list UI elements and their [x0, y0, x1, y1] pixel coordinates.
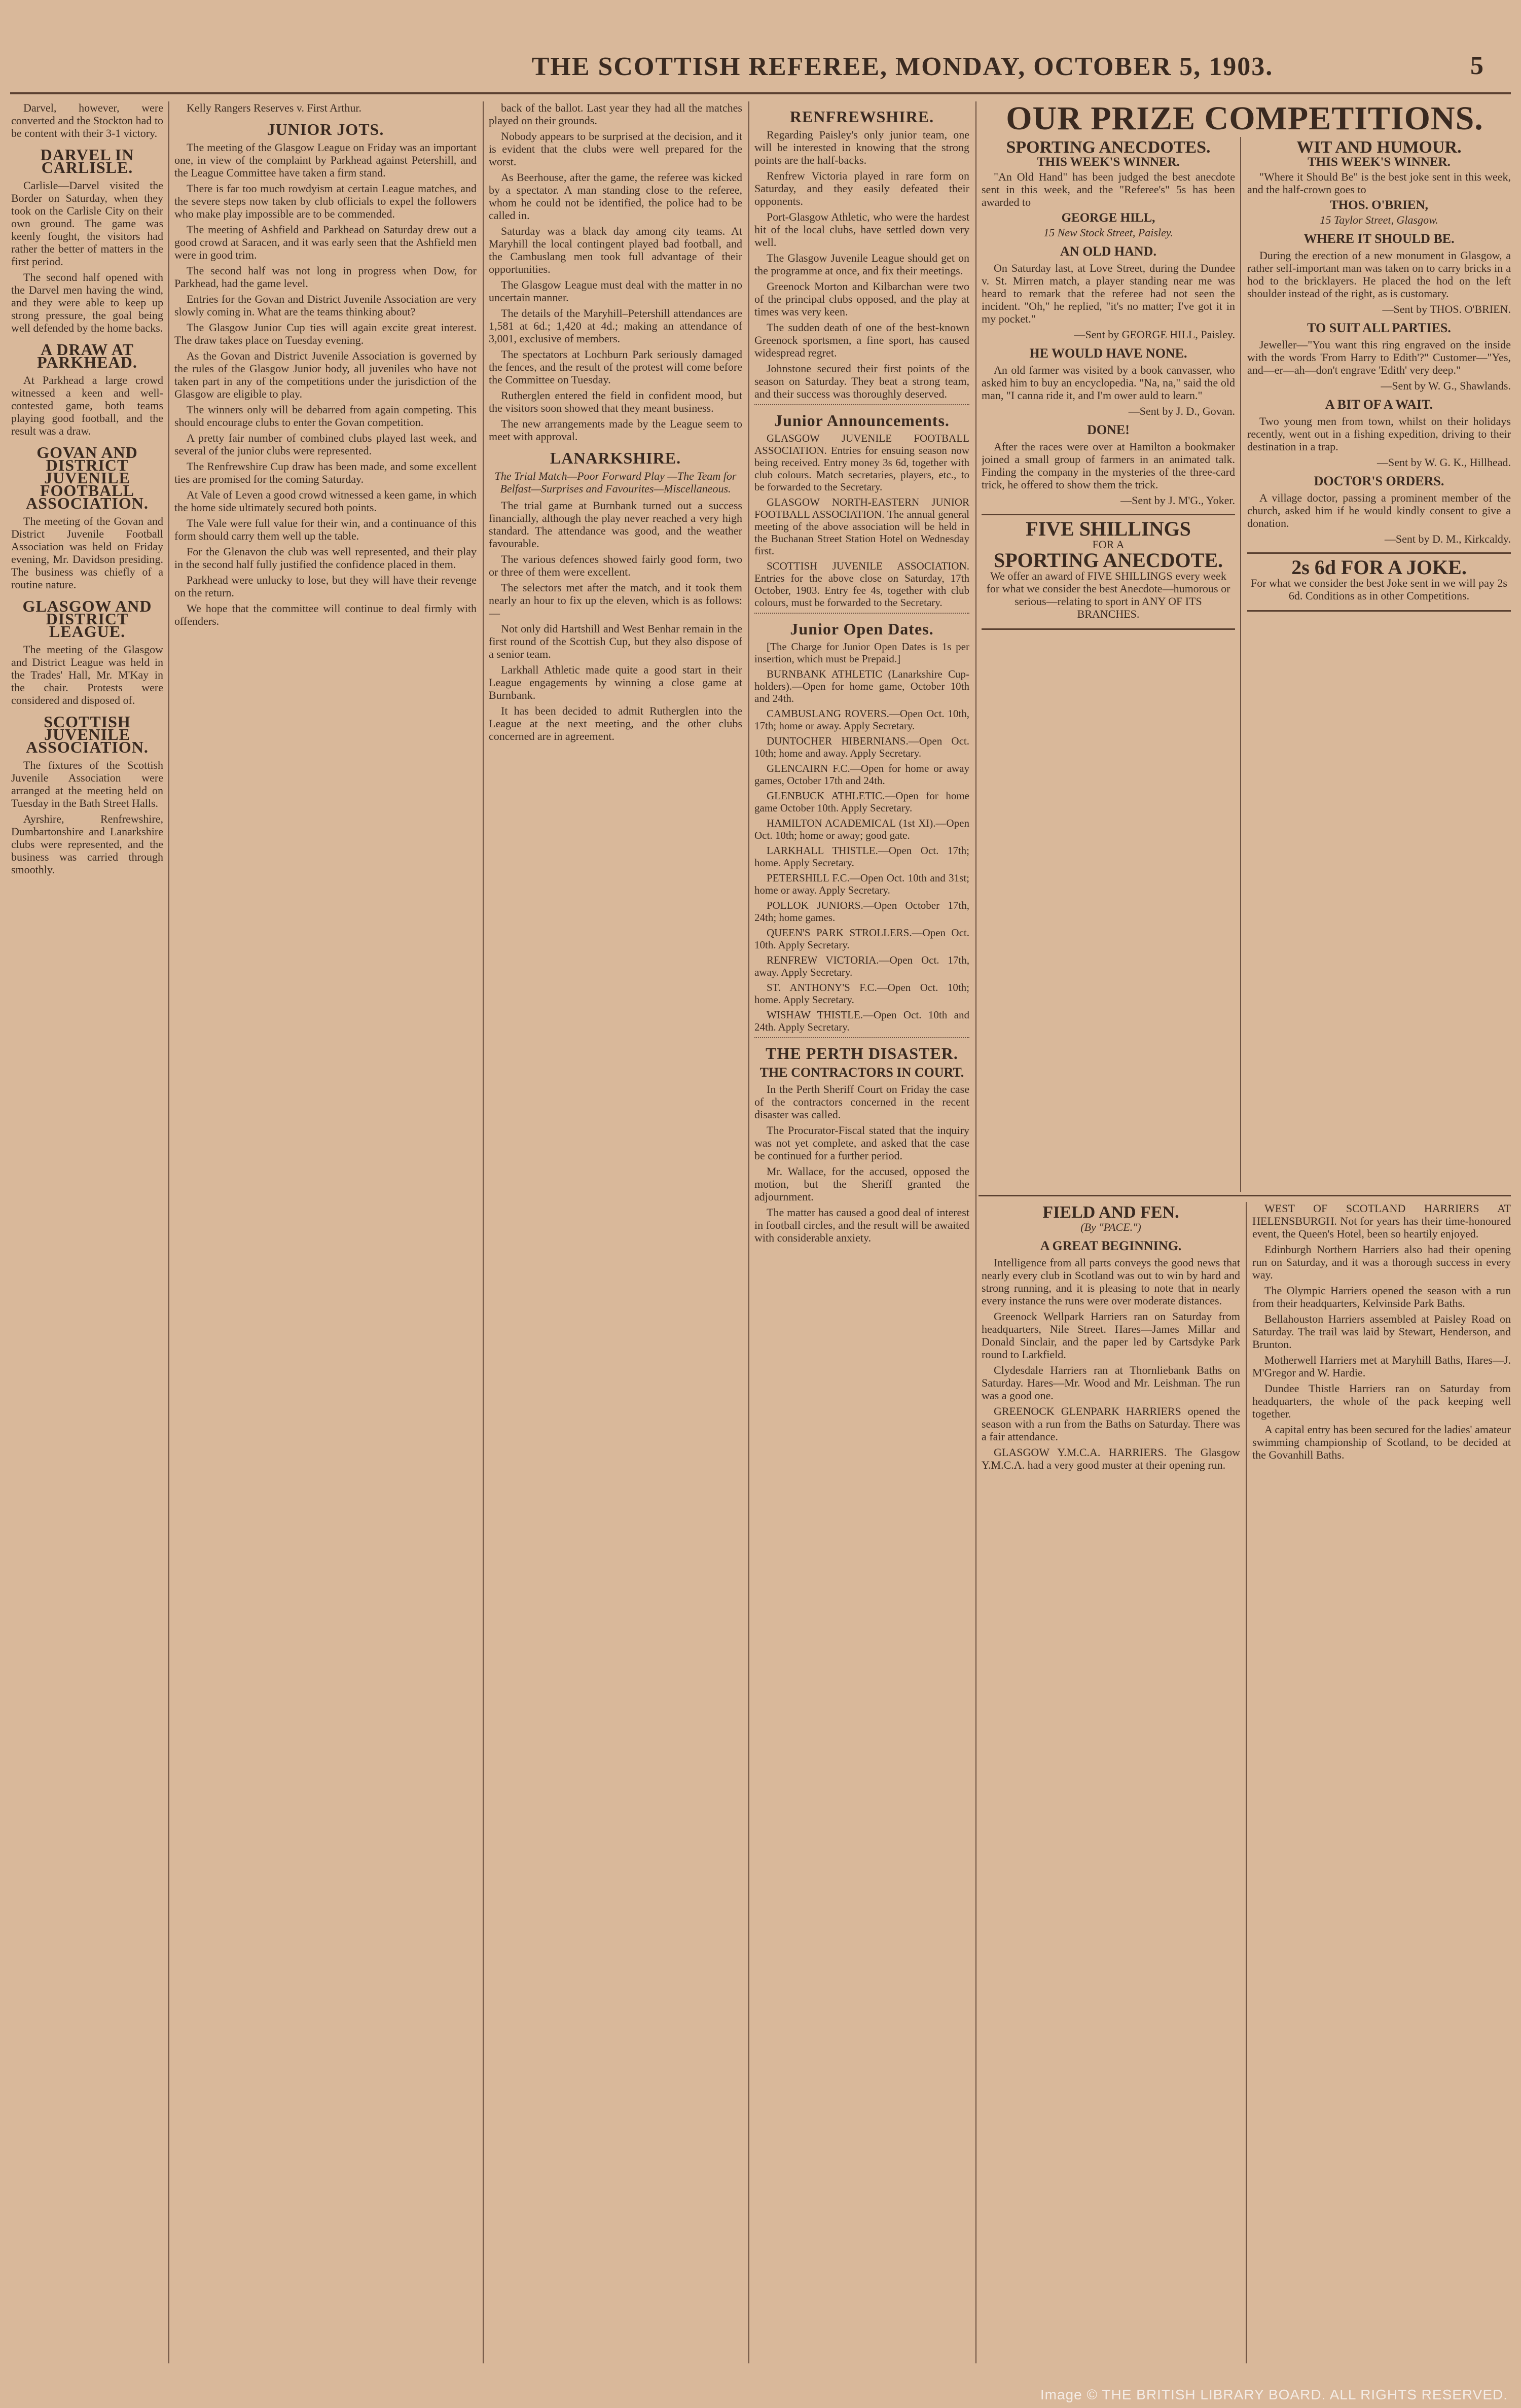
paragraph: back of the ballot. Last year they had all the matches played on their grounds. — [489, 101, 742, 127]
paragraph: A village doctor, passing a prominent member of the church, asked him if he would kindly consent to give a donation. — [1247, 491, 1511, 529]
advert-line: FIVE SHILLINGS — [1026, 517, 1191, 540]
winner-heading: THIS WEEK'S WINNER. — [1037, 155, 1180, 169]
paragraph: As the Govan and District Juvenile Association is governed by the rules of the Glasgow Junior body, all juveniles who have not taken part in any of the competitions under the jurisdiction of the Glasgow are eligible to play. — [174, 349, 477, 400]
advert-line: 2s 6d FOR A JOKE. — [1291, 556, 1467, 579]
section-subheading: The Trial Match—Poor Forward Play —The Team for Belfast—Surprises and Favourites—Miscellaneous. — [494, 470, 737, 495]
open-date-listing: WISHAW THISTLE.—Open Oct. 10th and 24th. Apply Secretary. — [754, 1009, 969, 1033]
section-heading: GOVAN AND DISTRICT JUVENILE FOOTBALL ASSOCIATION. — [26, 443, 149, 512]
section-subheading: THE CONTRACTORS IN COURT. — [759, 1065, 964, 1080]
joke-advert — [1247, 552, 1511, 612]
paragraph: As Beerhouse, after the game, the referee was kicked by a spectator. A man standing close to the referee, whom he could not be identified, the police had to be called in. — [489, 171, 742, 222]
copyright-notice: Image © THE BRITISH LIBRARY BOARD. ALL RIGHTS RESERVED. — [1040, 2387, 1508, 2402]
paragraph: "An Old Hand" has been judged the best anecdote sent in this week, and the "Referee's" 5s has been awarded to — [982, 170, 1235, 208]
paragraph: The Glasgow Junior Cup ties will again excite great interest. The draw takes place on Tuesday evening. — [174, 321, 477, 346]
signature: —Sent by W. G., Shawlands. — [1381, 379, 1511, 392]
paragraph: "Where it Should Be" is the best joke sent in this week, and the half-crown goes to — [1247, 170, 1511, 196]
paragraph: There is far too much rowdyism at certain League matches, and the severe steps now taken by club officials to expel the followers who make play impossible are to be commended. — [174, 182, 477, 220]
open-date-listing: GLENBUCK ATHLETIC.—Open for home game October 10th. Apply Secretary. — [754, 790, 969, 814]
advert-line: SPORTING ANECDOTE. — [993, 549, 1223, 572]
signature: —Sent by W. G. K., Hillhead. — [1377, 456, 1511, 469]
section-heading: JUNIOR JOTS. — [267, 120, 384, 138]
paragraph: Not only did Hartshill and West Benhar remain in the first round of the Scottish Cup, but they also dispose of a senior team. — [489, 622, 742, 660]
column-4 — [754, 101, 969, 2363]
five-shillings-advert — [982, 514, 1235, 630]
paragraph: It has been decided to admit Rutherglen into the League at the next meeting, and the other clubs concerned are in agreement. — [489, 704, 742, 742]
section-heading: FIELD AND FEN. — [1042, 1203, 1179, 1222]
paragraph: The second half was not long in progress when Dow, for Parkhead, had the game level. — [174, 264, 477, 290]
signature: —Sent by D. M., Kirkcaldy. — [1384, 533, 1511, 545]
section-heading: DARVEL IN CARLISLE. — [40, 146, 134, 176]
paragraph: The details of the Maryhill–Petershill attendances are 1,581 at 6d.; 1,420 at 4d.; making an attendance of 3,001, exclusive of members. — [489, 307, 742, 345]
byline: (By "PACE.") — [1080, 1221, 1141, 1233]
signature: —Sent by J. M'G., Yoker. — [1120, 494, 1235, 507]
column-2 — [174, 101, 477, 2363]
paragraph: The selectors met after the match, and it took them nearly an hour to fix up the eleven, which is as follows:— — [489, 581, 742, 619]
paragraph: For the Glenavon the club was well represented, and their play in the second half fully justified the confidence placed in them. — [174, 545, 477, 571]
wit-and-humour-column — [1247, 137, 1511, 1192]
paragraph: The Glasgow Juvenile League should get on the programme at once, and fix their meetings. — [754, 252, 969, 277]
paragraph: The spectators at Lochburn Park seriously damaged the fences, and the result of the protest will come before the Committee on Tuesday. — [489, 348, 742, 386]
section-heading: SPORTING ANECDOTES. — [1006, 138, 1211, 157]
winner-address: 15 New Stock Street, Paisley. — [1043, 226, 1173, 239]
paragraph: Renfrew Victoria played in rare form on Saturday, and they easily defeated their opponents. — [754, 169, 969, 207]
paragraph: The Olympic Harriers opened the season with a run from their headquarters, Kelvinside Park Baths. — [1252, 1284, 1511, 1309]
anecdote-title: AN OLD HAND. — [1060, 244, 1156, 259]
open-date-listing: [The Charge for Junior Open Dates is 1s per insertion, which must be Prepaid.] — [754, 641, 969, 665]
paragraph: The trial game at Burnbank turned out a success financially, although the play never reached a very high standard. The attendance was good, and the weather favourable. — [489, 499, 742, 550]
paragraph: Parkhead were unlucky to lose, but they will have their revenge on the return. — [174, 574, 477, 599]
open-date-listing: PETERSHILL F.C.—Open Oct. 10th and 31st; home or away. Apply Secretary. — [754, 872, 969, 896]
winner-name: THOS. O'BRIEN, — [1330, 198, 1428, 212]
masthead-title: THE SCOTTISH REFEREE, MONDAY, OCTOBER 5, 1903. — [531, 52, 1274, 81]
section-rule — [979, 1195, 1511, 1196]
paragraph: Clydesdale Harriers ran at Thornliebank Baths on Saturday. Hares—Mr. Wood and Mr. Leishman. The run was a good one. — [982, 1364, 1240, 1402]
paragraph: The meeting of Ashfield and Parkhead on Saturday drew out a good crowd at Saracen, and it was early seen that the Ashfield men were in good trim. — [174, 223, 477, 261]
section-subheading: A GREAT BEGINNING. — [1040, 1238, 1182, 1253]
paragraph: Saturday was a black day among city teams. At Maryhill the local contingent played bad football, and the Cambuslang men took full advantage of their opportunities. — [489, 225, 742, 275]
paragraph: The matter has caused a good deal of interest in football circles, and the result will be awaited with considerable anxiety. — [754, 1206, 969, 1244]
joke-title: A BIT OF A WAIT. — [1325, 397, 1433, 412]
paragraph: At Parkhead a large crowd witnessed a keen and well-contested game, both teams playing good football, and the result was a draw. — [11, 374, 163, 437]
paragraph: Nobody appears to be surprised at the decision, and it is evident that the clubs were well prepared for the worst. — [489, 130, 742, 168]
open-date-listing: RENFREW VICTORIA.—Open Oct. 17th, away. Apply Secretary. — [754, 954, 969, 978]
paragraph: The various defences showed fairly good form, two or three of them were excellent. — [489, 553, 742, 578]
paragraph: Dundee Thistle Harriers ran on Saturday from headquarters, the whole of the pack keeping well together. — [1252, 1382, 1511, 1420]
open-date-listing: GLENCAIRN F.C.—Open for home or away games, October 17th and 24th. — [754, 762, 969, 787]
paragraph: The fixtures of the Scottish Juvenile Association were arranged at the meeting held on Tuesday in the Bath Street Halls. — [11, 759, 163, 809]
open-date-listing: BURNBANK ATHLETIC (Lanarkshire Cup-holders).—Open for home game, October 10th and 24th. — [754, 668, 969, 704]
column-divider — [168, 101, 169, 2363]
open-date-listing: ST. ANTHONY'S F.C.—Open Oct. 10th; home. Apply Secretary. — [754, 981, 969, 1006]
joke-title: TO SUIT ALL PARTIES. — [1307, 321, 1451, 335]
paragraph: An old farmer was visited by a book canvasser, who asked him to buy an encyclopedia. "Na, na," said the old man, "I canna ride it, and I'm ower auld to learn." — [982, 364, 1235, 402]
joke-title: WHERE IT SHOULD BE. — [1303, 231, 1455, 246]
open-date-listing: POLLOK JUNIORS.—Open October 17th, 24th; home games. — [754, 899, 969, 924]
paragraph: In the Perth Sheriff Court on Friday the case of the contractors concerned in the recent disaster was called. — [754, 1083, 969, 1121]
paragraph: Edinburgh Northern Harriers also had their opening run on Saturday, and it was a thorough success in every way. — [1252, 1243, 1511, 1281]
signature: —Sent by THOS. O'BRIEN. — [1382, 303, 1511, 315]
paragraph: Motherwell Harriers met at Maryhill Baths, Hares—J. M'Gregor and W. Hardie. — [1252, 1354, 1511, 1379]
section-heading: A DRAW AT PARKHEAD. — [37, 340, 137, 371]
page-number: 5 — [1470, 51, 1483, 80]
paragraph: We hope that the committee will continue to deal firmly with offenders. — [174, 602, 477, 627]
column-divider — [975, 101, 976, 2363]
joke-title: DOCTOR'S ORDERS. — [1314, 474, 1444, 488]
column-divider — [483, 101, 484, 2363]
paragraph: Darvel, however, were converted and the Stockton had to be content with their 3-1 victory. — [11, 101, 163, 139]
advert-text: For what we consider the best Joke sent in we will pay 2s 6d. Conditions as in other Competitions. — [1251, 577, 1507, 602]
section-heading: SCOTTISH JUVENILE ASSOCIATION. — [26, 713, 149, 756]
column-divider — [748, 101, 749, 2363]
paragraph: On Saturday last, at Love Street, during the Dundee v. St. Mirren match, a player standing near me was heard to remark that the referee had not seen the incident. "Oh," he replied, "it's no matter; I've got it in my pocket." — [982, 262, 1235, 325]
announcement: SCOTTISH JUVENILE ASSOCIATION. Entries for the above close on Saturday, 17th October, 1903. Entry fee 4s, together with club colours, must be forwarded to the Secretary. — [754, 560, 969, 609]
open-date-listing: DUNTOCHER HIBERNIANS.—Open Oct. 10th; home and away. Apply Secretary. — [754, 735, 969, 759]
paragraph: Intelligence from all parts conveys the good news that nearly every club in Scotland was out to win by hard and strong running, and it is pleasing to note that in nearly every instance the runs were over moderate distances. — [982, 1256, 1240, 1307]
winner-name: GEORGE HILL, — [1061, 211, 1155, 225]
paragraph: Greenock Morton and Kilbarchan were two of the principal clubs opposed, and the play at times was very keen. — [754, 280, 969, 318]
signature: —Sent by J. D., Govan. — [1128, 405, 1235, 417]
section-divider — [754, 404, 969, 405]
paragraph: The meeting of the Glasgow and District League was held in the Trades' Hall, Mr. M'Kay in the chair. Protests were considered and disposed of. — [11, 643, 163, 706]
paragraph: Jeweller—"You want this ring engraved on the inside with the words 'From Harry to Edith'?" Customer—"Yes, and—er—ah—don't engrave 'Edith' very deep." — [1247, 338, 1511, 376]
paragraph: A pretty fair number of combined clubs played last week, and several of the junior clubs were represented. — [174, 432, 477, 457]
advert-line: FOR A — [1092, 538, 1125, 551]
signature: —Sent by GEORGE HILL, Paisley. — [1074, 328, 1235, 341]
advert-text: We offer an award of FIVE SHILLINGS every week for what we consider the best Anecdote—humorous or serious—relating to sport in ANY OF ITS BRANCHES. — [986, 570, 1230, 620]
section-heading: Junior Open Dates. — [790, 620, 934, 638]
section-heading: RENFREWSHIRE. — [789, 108, 934, 126]
paragraph: The meeting of the Glasgow League on Friday was an important one, in view of the complaint by Parkhead against Petershill, and the League Committee have taken a firm stand. — [174, 141, 477, 179]
paragraph: Larkhall Athletic made quite a good start in their League engagements by winning a close game at Burnbank. — [489, 663, 742, 701]
paragraph: Carlisle—Darvel visited the Border on Saturday, when they took on the Carlisle City on their own ground. The game was keenly fought, the visitors had rather the better of matters in the first period. — [11, 179, 163, 268]
paragraph: Greenock Wellpark Harriers ran on Saturday from headquarters, Nile Street. Hares—James Millar and Donald Sinclair, and the paper led by Cartsdyke Park round to Larkfield. — [982, 1310, 1240, 1361]
paragraph: The new arrangements made by the League seem to meet with approval. — [489, 417, 742, 443]
section-heading: Junior Announcements. — [774, 411, 950, 430]
announcement: GLASGOW JUVENILE FOOTBALL ASSOCIATION. Entries for ensuing season now being received. Entry money 3s 6d, together with club colours. Match secretaries, players, etc., to be forwarded to the Secretary. — [754, 432, 969, 493]
column-1 — [11, 101, 163, 2363]
column-divider — [1240, 137, 1241, 1192]
paragraph: The Glasgow League must deal with the matter in no uncertain manner. — [489, 278, 742, 304]
paragraph: The second half opened with the Darvel men having the wind, and they were able to keep up strong pressure, the goal being well defended by the home backs. — [11, 271, 163, 334]
section-divider — [754, 1037, 969, 1038]
paragraph: The Vale were full value for their win, and a continuance of this form should carry them well up the table. — [174, 517, 477, 542]
paragraph: Bellahouston Harriers assembled at Paisley Road on Saturday. The trail was laid by Stewart, Henderson, and Brunton. — [1252, 1313, 1511, 1351]
section-heading: WIT AND HUMOUR. — [1296, 138, 1462, 157]
paragraph: During the erection of a new monument in Glasgow, a rather self-important man was taken on to carry bricks in a hod to the bricklayers. He placed the hod on the left shoulder instead of the right, as is customary. — [1247, 249, 1511, 300]
paragraph: Mr. Wallace, for the accused, opposed the motion, but the Sheriff granted the adjournment. — [754, 1165, 969, 1203]
paragraph: The winners only will be debarred from again competing. This should encourage clubs to enter the Govan competition. — [174, 403, 477, 429]
announcement: GLASGOW NORTH-EASTERN JUNIOR FOOTBALL ASSOCIATION. The annual general meeting of the above association will be held in the Buchanan Street Station Hotel on Wednesday first. — [754, 496, 969, 557]
winner-heading: THIS WEEK'S WINNER. — [1308, 155, 1451, 169]
section-heading: THE PERTH DISASTER. — [766, 1044, 958, 1063]
paragraph: Johnstone secured their first points of the season on Saturday. They beat a strong team, and their success was thoroughly deserved. — [754, 362, 969, 400]
winner-address: 15 Taylor Street, Glasgow. — [1320, 214, 1438, 226]
paragraph: The meeting of the Govan and District Juvenile Football Association was held on Friday evening, Mr. Davidson presiding. The business was chiefly of a routine nature. — [11, 515, 163, 591]
paragraph: The Renfrewshire Cup draw has been made, and some excellent ties are promised for the coming Saturday. — [174, 460, 477, 485]
field-and-fen-section — [982, 1202, 1511, 2363]
section-heading: GLASGOW AND DISTRICT LEAGUE. — [22, 597, 152, 641]
paragraph: Ayrshire, Renfrewshire, Dumbartonshire and Lanarkshire clubs were represented, and the business was carried through smoothly. — [11, 812, 163, 876]
column-3 — [489, 101, 742, 2363]
paragraph: Entries for the Govan and District Juvenile Association are very slowly coming in. What are the teams thinking about? — [174, 293, 477, 318]
paragraph: Rutherglen entered the field in confident mood, but the visitors soon showed that they meant business. — [489, 389, 742, 414]
paragraph: Two young men from town, whilst on their holidays recently, went out in a fishing expedition, driving to their destination in a trap. — [1247, 415, 1511, 453]
open-date-listing: LARKHALL THISTLE.—Open Oct. 17th; home. Apply Secretary. — [754, 844, 969, 869]
paragraph: Regarding Paisley's only junior team, one will be interested in knowing that the strong points are the half-backs. — [754, 128, 969, 166]
anecdote-title: DONE! — [1087, 422, 1130, 437]
section-divider — [754, 613, 969, 614]
paragraph: After the races were over at Hamilton a bookmaker joined a small group of farmers in an animated talk. Finding the company in the mysteries of the three-card trick, he offered to show them the trick. — [982, 440, 1235, 491]
open-date-listing: HAMILTON ACADEMICAL (1st XI).—Open Oct. 10th; home or away; good gate. — [754, 817, 969, 841]
paragraph: The Procurator-Fiscal stated that the inquiry was not yet complete, and asked that the case be continued for a further period. — [754, 1124, 969, 1162]
paragraph: The sudden death of one of the best-known Greenock sportsmen, a fine sport, has caused widespread regret. — [754, 321, 969, 359]
anecdote-title: HE WOULD HAVE NONE. — [1029, 346, 1187, 361]
paragraph: A capital entry has been secured for the ladies' amateur swimming championship of Scotland, to be decided at the Govanhill Baths. — [1252, 1423, 1511, 1461]
paragraph: GREENOCK GLENPARK HARRIERS opened the season with a run from the Baths on Saturday. There was a fair attendance. — [982, 1405, 1240, 1443]
open-date-listing: QUEEN'S PARK STROLLERS.—Open Oct. 10th. Apply Secretary. — [754, 927, 969, 951]
masthead-rule — [10, 92, 1511, 94]
paragraph: Kelly Rangers Reserves v. First Arthur. — [187, 101, 362, 114]
sporting-anecdotes-column — [982, 137, 1235, 1192]
paragraph: At Vale of Leven a good crowd witnessed a keen game, in which the home side ultimately secured both points. — [174, 488, 477, 514]
paragraph: Port-Glasgow Athletic, who were the hardest hit of the local clubs, have settled down very well. — [754, 210, 969, 249]
open-date-listing: CAMBUSLANG ROVERS.—Open Oct. 10th, 17th; home or away. Apply Secretary. — [754, 707, 969, 732]
prize-competitions-heading: OUR PRIZE COMPETITIONS. — [1006, 100, 1483, 137]
paragraph: WEST OF SCOTLAND HARRIERS AT HELENSBURGH. Not for years has their time-honoured event, the Queen's Hotel, been so heartily enjoyed. — [1252, 1202, 1511, 1240]
section-heading: LANARKSHIRE. — [550, 449, 681, 467]
paragraph: GLASGOW Y.M.C.A. HARRIERS. The Glasgow Y.M.C.A. had a very good muster at their opening run. — [982, 1446, 1240, 1471]
